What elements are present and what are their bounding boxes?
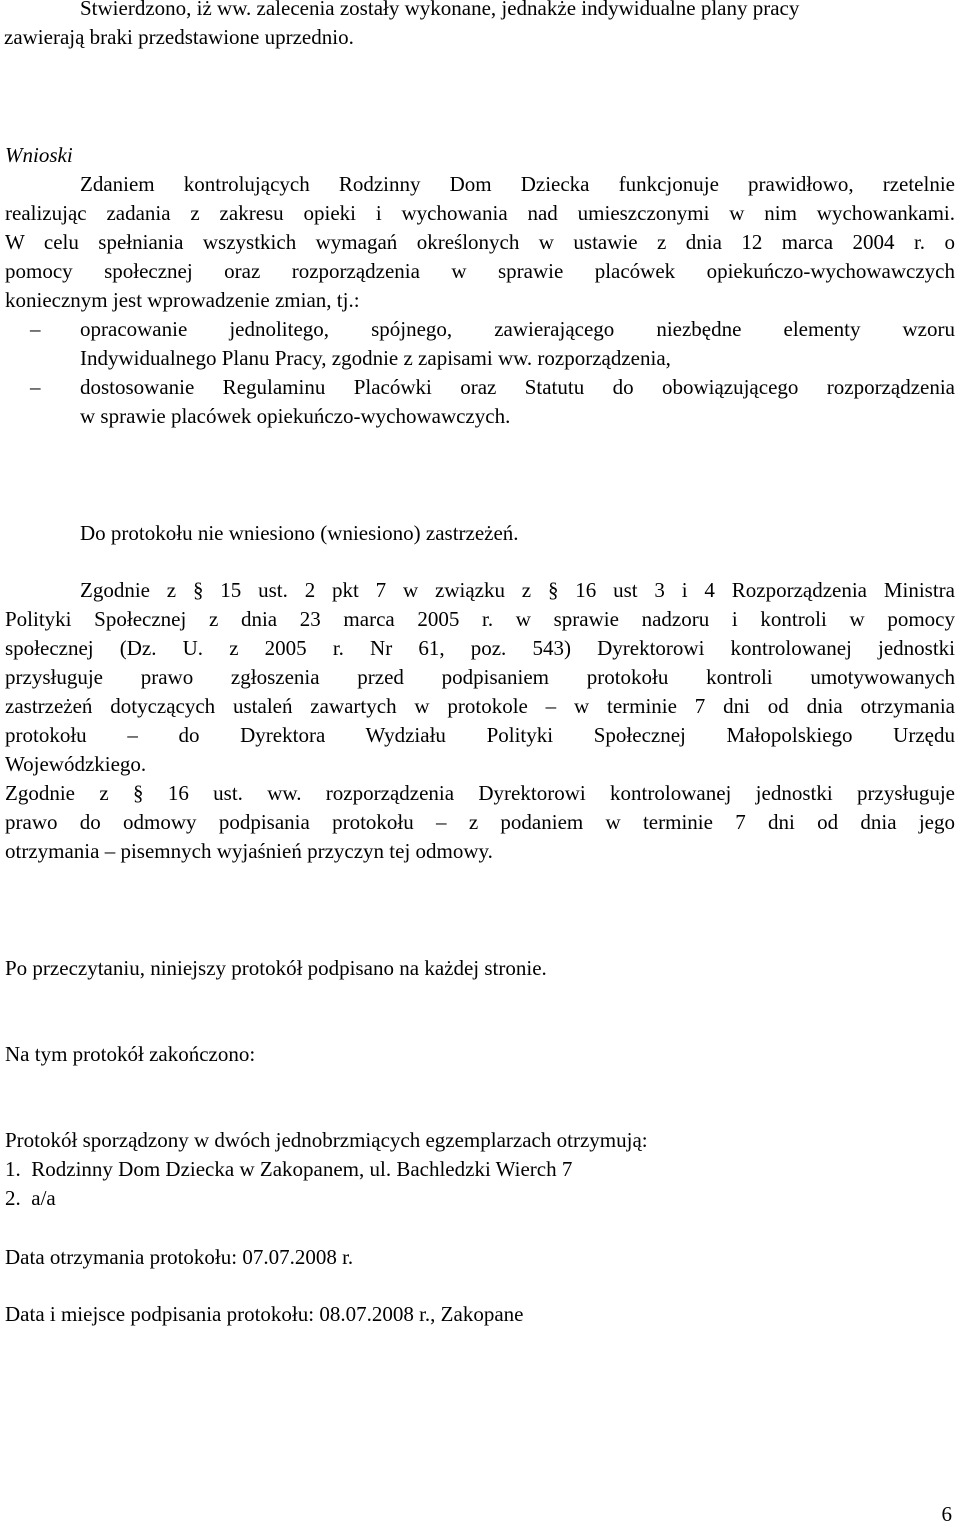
- legal-line: otrzymania – pisemnych wyjaśnień przyczyn tej odmowy.: [5, 839, 493, 863]
- conclusions-paragraph: [5, 170, 955, 315]
- legal-line: Polityki Społecznej z dnia 23 marca 2005 r. w sprawie nadzoru i kontroli w pomocy: [5, 607, 955, 631]
- signed-note: Po przeczytaniu, niniejszy protokół podpisano na każdej stronie.: [5, 956, 547, 980]
- legal-line: protokołu – do Dyrektora Wydziału Polityki Społecznej Małopolskiego Urzędu: [5, 723, 955, 747]
- legal-line: Wojewódzkiego.: [5, 752, 147, 776]
- legal-line: przysługuje prawo zgłoszenia przed podpisaniem protokołu kontroli umotywowanych: [5, 665, 955, 689]
- legal-line: prawo do odmowy podpisania protokołu – z podaniem w terminie 7 dni od dnia jego: [5, 810, 955, 834]
- conclusions-line: W celu spełniania wszystkich wymagań określonych w ustawie z dnia 12 marca 2004 r. o: [5, 230, 955, 254]
- dash-bullet: –: [30, 375, 41, 399]
- signed-date-place: Data i miejsce podpisania protokołu: 08.07.2008 r., Zakopane: [5, 1302, 524, 1326]
- list-item: [0, 315, 960, 373]
- list-item-text: opracowanie jednolitego, spójnego, zawierającego niezbędne elementy wzoru Indywidualnego Planu Pracy, zgodnie z zapisami ww. rozporządzenia,: [80, 317, 955, 370]
- intro-paragraph: [4, 0, 955, 52]
- copies-item: 1. Rodzinny Dom Dziecka w Zakopanem, ul. Bachledzki Wierch 7: [5, 1157, 573, 1181]
- copies-intro: Protokół sporządzony w dwóch jednobrzmiących egzemplarzach otrzymują:: [5, 1128, 648, 1152]
- copies-item: 2. a/a: [5, 1186, 56, 1210]
- list-item: [0, 373, 960, 431]
- legal-paragraph: [5, 576, 955, 866]
- dash-bullet: –: [30, 317, 41, 341]
- page-number: 6: [941, 1502, 952, 1526]
- legal-line: Zgodnie z § 15 ust. 2 pkt 7 w związku z § 16 ust 3 i 4 Rozporządzenia Ministra: [80, 578, 955, 602]
- intro-line: zawierają braki przedstawione uprzednio.: [4, 25, 354, 49]
- legal-line: Zgodnie z § 16 ust. ww. rozporządzenia Dyrektorowi kontrolowanej jednostki przysługuje: [5, 781, 955, 805]
- conclusions-heading: Wnioski: [5, 143, 73, 167]
- closed-note: Na tym protokół zakończono:: [5, 1042, 256, 1066]
- conclusions-line: koniecznym jest wprowadzenie zmian, tj.:: [5, 288, 360, 312]
- conclusions-line: Zdaniem kontrolujących Rodzinny Dom Dziecka funkcjonuje prawidłowo, rzetelnie: [80, 172, 955, 196]
- list-item-text: dostosowanie Regulaminu Placówki oraz Statutu do obowiązującego rozporządzenia w sprawie placówek opiekuńczo-wychowawczych.: [80, 375, 955, 428]
- legal-line: zastrzeżeń dotyczących ustaleń zawartych w protokole – w terminie 7 dni od dnia otrzymania: [5, 694, 955, 718]
- conclusions-line: realizując zadania z zakresu opieki i wychowania nad umieszczonymi w nim wychowankami.: [5, 201, 955, 225]
- legal-line: społecznej (Dz. U. z 2005 r. Nr 61, poz. 543) Dyrektorowi kontrolowanej jednostki: [5, 636, 955, 660]
- received-date: Data otrzymania protokołu: 07.07.2008 r.: [5, 1245, 354, 1269]
- conclusions-line: pomocy społecznej oraz rozporządzenia w sprawie placówek opiekuńczo-wychowawczych: [5, 259, 955, 283]
- no-objections-note: Do protokołu nie wniesiono (wniesiono) zastrzeżeń.: [80, 521, 519, 545]
- intro-line: Stwierdzono, iż ww. zalecenia zostały wykonane, jednakże indywidualne plany pracy: [80, 0, 800, 20]
- copies-section: [5, 1126, 955, 1213]
